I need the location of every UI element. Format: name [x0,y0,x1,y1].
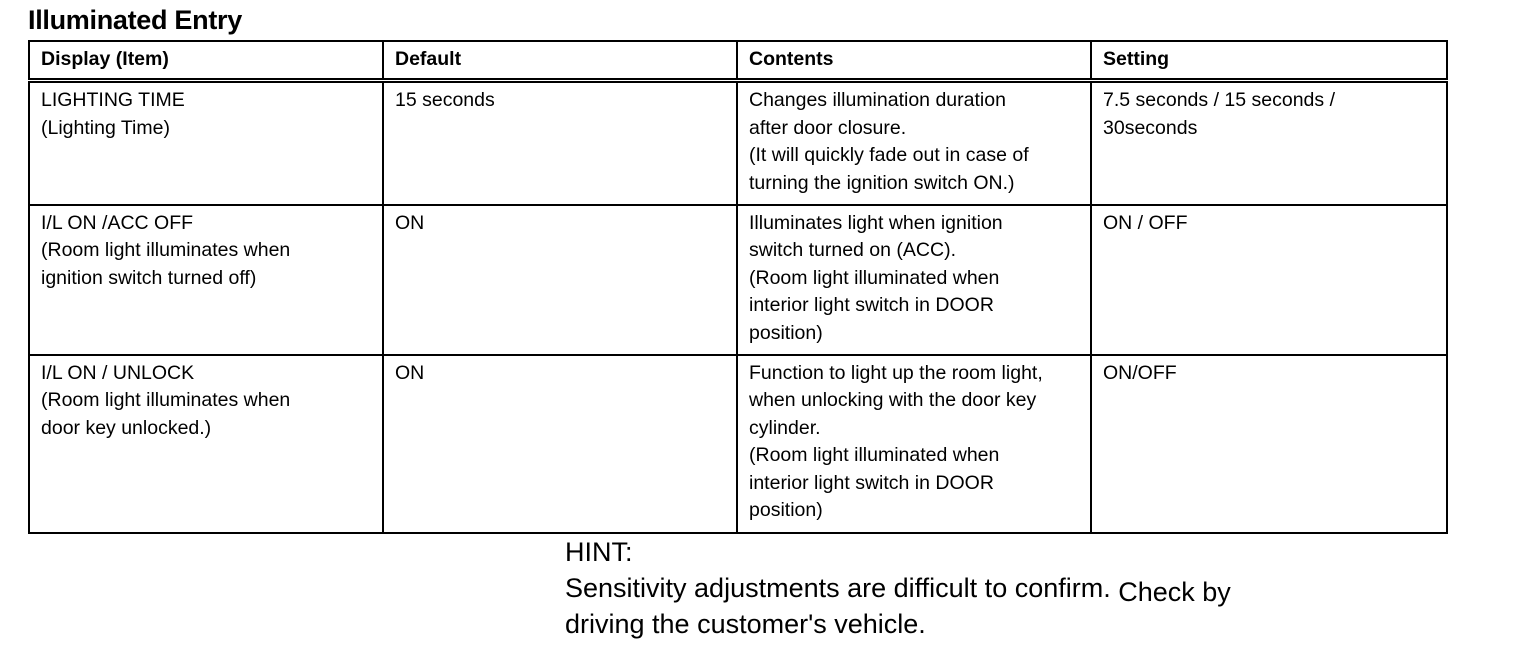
hint-line-2: driving the customer's vehicle. [565,609,926,639]
hint-line-1 [565,570,1231,606]
cell-text: position) [749,499,823,522]
cell-text: (Room light illuminates when [41,389,291,412]
cell-text: 30seconds [1103,116,1198,139]
cell-text: (Room light illuminated when [749,266,1000,289]
table-header-row [29,41,1447,81]
cell-text: turning the ignition switch ON.) [749,171,1015,194]
cell-text: ON [395,211,425,234]
cell-text: position) [749,321,823,344]
cell-text: door key unlocked.) [41,416,212,439]
cell-text: Function to light up the room light, [749,361,1043,384]
cell-text: 7.5 seconds / 15 seconds / [1103,89,1335,111]
cell-text: I/L ON /ACC OFF [41,211,194,234]
cell-text: ignition switch turned off) [41,266,257,289]
cell-text: Illuminates light when ignition [749,211,1003,234]
settings-table [28,40,1448,534]
cell-default [383,205,737,355]
cell-display-item [29,81,383,205]
cell-contents [737,81,1091,205]
header-setting: Setting [1091,41,1447,81]
cell-text: Changes illumination duration [749,89,1006,111]
document-title: Illuminated Entry [28,5,242,35]
cell-text: 15 seconds [395,89,495,111]
hint-text: Sensitivity adjustments are difficult to confirm. [565,573,1111,603]
cell-text: I/L ON / UNLOCK [41,361,195,384]
cell-text: LIGHTING TIME [41,89,185,111]
cell-default [383,81,737,205]
cell-text: when unlocking with the door key [749,389,1037,412]
cell-default [383,355,737,533]
cell-text: cylinder. [749,416,821,439]
cell-contents [737,205,1091,355]
header-display-item: Display (Item) [29,41,383,81]
cell-text: ON / OFF [1103,211,1188,234]
hint-label: HINT: [565,537,633,567]
cell-setting [1091,205,1447,355]
cell-text: (Room light illuminated when [749,444,1000,467]
header-contents: Contents [737,41,1091,81]
hint-text: Check by [1118,577,1231,607]
cell-text: ON [395,361,425,384]
table-row [29,355,1447,533]
cell-setting [1091,81,1447,205]
cell-text: interior light switch in DOOR [749,294,994,317]
table-row [29,81,1447,205]
cell-text: (Room light illuminates when [41,239,291,262]
cell-display-item [29,355,383,533]
table-row [29,205,1447,355]
cell-display-item [29,205,383,355]
cell-text: interior light switch in DOOR [749,471,994,494]
cell-text: (It will quickly fade out in case of [749,144,1029,167]
cell-text: switch turned on (ACC). [749,239,956,262]
cell-setting [1091,355,1447,533]
header-default: Default [383,41,737,81]
hint-note [565,534,1231,642]
cell-text: after door closure. [749,116,907,139]
cell-contents [737,355,1091,533]
cell-text: ON/OFF [1103,361,1177,384]
cell-text: (Lighting Time) [41,116,170,139]
